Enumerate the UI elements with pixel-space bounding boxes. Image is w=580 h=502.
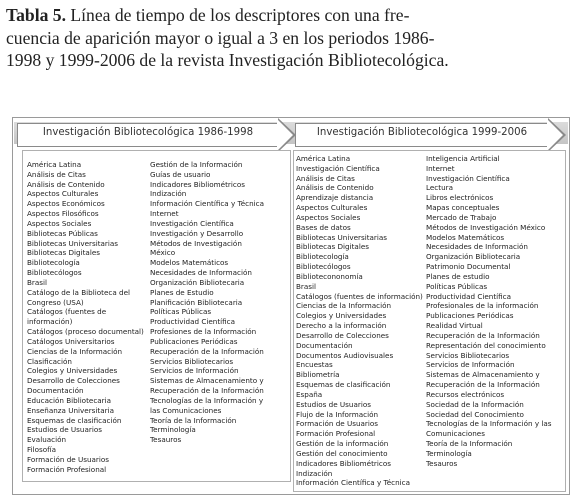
- descriptor-item: Indicadores Bibliométricos: [150, 179, 245, 189]
- descriptor-item: Brasil: [296, 281, 317, 291]
- descriptor-item: Catálogos (fuentes de información): [296, 291, 423, 301]
- descriptor-item: Investigación Científica: [426, 173, 510, 183]
- descriptor-item: América Latina: [296, 154, 351, 163]
- descriptor-item: España: [296, 389, 323, 399]
- caption-line-3: 1998 y 1999-2006 de la revista Investigación Bibliotecológica.: [6, 50, 449, 70]
- descriptor-item: Representación del conocimiento: [426, 340, 546, 350]
- descriptor-item: Publicaciones Periódicas: [150, 336, 238, 346]
- descriptor-item: Bibliometría: [296, 370, 340, 380]
- descriptor-item: Colegios y Universidades: [27, 366, 118, 376]
- descriptor-item: Bibliotecólogos: [296, 262, 351, 272]
- descriptor-item: Realidad Virtual: [426, 321, 483, 331]
- descriptor-item: América Latina: [27, 160, 82, 169]
- descriptor-item: Documentación: [27, 386, 84, 396]
- descriptor-item: Investigación Científica: [296, 163, 380, 173]
- descriptor-item: Sistemas de Almacenamiento y: [150, 376, 264, 386]
- descriptor-item: Recuperación de la Información: [150, 346, 264, 356]
- descriptor-item: Gestión del conocimiento: [296, 448, 388, 458]
- descriptor-item: Desarrollo de Colecciones: [296, 330, 389, 340]
- period-1-column-2: [150, 160, 264, 445]
- descriptor-item: Sociedad de la Información: [426, 399, 524, 409]
- descriptor-item: Tesauros: [150, 435, 182, 445]
- descriptor-item: Catálogos Universitarios: [27, 336, 115, 346]
- descriptor-item: Aspectos Culturales: [27, 189, 99, 199]
- descriptor-item: Publicaciones Periódicas: [426, 311, 514, 321]
- descriptor-item: Información Científica y Técnica: [150, 199, 264, 209]
- descriptor-item: Bibliotecas Digitales: [296, 242, 369, 252]
- descriptor-item: Indización: [150, 189, 187, 199]
- descriptor-item: Formación de Usuarios: [27, 454, 110, 464]
- descriptor-item: Enseñanza Universitaria: [27, 405, 115, 415]
- descriptor-item: Investigación y Desarrollo: [150, 228, 244, 238]
- descriptor-item: Brasil: [27, 277, 48, 287]
- descriptor-item: Servicios de Información: [150, 366, 239, 376]
- descriptor-item: Catálogo de la Biblioteca del: [27, 287, 130, 297]
- period-1-title: Investigación Bibliotecológica 1986-1998: [42, 127, 254, 138]
- period-1-column-1: [27, 160, 144, 475]
- descriptor-item: Necesidades de Información: [150, 268, 252, 278]
- descriptor-item: Aprendizaje distancia: [296, 193, 374, 203]
- descriptor-item: Estudios de Usuarios: [296, 399, 371, 409]
- descriptor-item: Bibliotecología: [296, 252, 349, 262]
- descriptor-item: Indización: [296, 468, 333, 478]
- caption-line-1: [6, 4, 574, 27]
- descriptor-item: Terminología: [426, 448, 472, 458]
- descriptor-item: Información Científica y Técnica: [296, 478, 410, 488]
- descriptor-item: Internet: [150, 209, 179, 219]
- descriptor-item: Bibliotecología: [27, 258, 80, 268]
- descriptor-item: Servicios Bibliotecarios: [150, 356, 234, 366]
- descriptor-item: Organización Bibliotecaria: [150, 277, 245, 287]
- descriptor-item: Comunicaciones: [426, 429, 485, 439]
- descriptor-item: Clasificación: [27, 356, 72, 366]
- descriptor-item: Aspectos Filosóficos: [27, 209, 99, 219]
- descriptor-item: Políticas Públicas: [150, 307, 212, 317]
- caption-text-1: Línea de tiempo de los descriptores con una fre-: [70, 5, 410, 25]
- descriptor-item: Aspectos Culturales: [296, 203, 368, 213]
- descriptor-item: Patrimonio Documental: [426, 262, 511, 272]
- descriptor-item: Teoría de la Información: [426, 439, 513, 449]
- descriptor-item: Bibliotecas Públicas: [27, 228, 98, 238]
- descriptor-item: Tecnologías de la Información y: [150, 395, 264, 405]
- descriptor-item: Tecnologías de la Información y las: [426, 419, 552, 429]
- descriptor-item: Documentos Audiovisuales: [296, 350, 394, 360]
- descriptor-item: Aspectos Sociales: [296, 212, 361, 222]
- descriptor-item: Flujo de la Información: [296, 409, 379, 419]
- descriptor-item: Mapas conceptuales: [426, 203, 500, 213]
- descriptor-item: Congreso (USA): [27, 297, 84, 307]
- descriptor-item: Aspectos Económicos: [27, 199, 105, 209]
- descriptor-item: Recursos electrónicos: [426, 389, 505, 399]
- descriptor-item: Análisis de Contenido: [27, 179, 105, 189]
- descriptor-item: Encuestas: [296, 360, 333, 370]
- period-2-column-1: [296, 154, 423, 488]
- descriptor-item: Ciencias de la Información: [296, 301, 392, 311]
- period-2-column-2: [426, 154, 552, 469]
- descriptor-item: Inteligencia Artificial: [426, 154, 500, 163]
- descriptor-item: Gestión de la Información: [150, 160, 243, 169]
- descriptor-item: Tesauros: [426, 458, 458, 468]
- descriptor-item: Recuperación de la Información: [150, 386, 264, 396]
- descriptor-item: Recuperación de la Información: [426, 330, 540, 340]
- descriptor-item: Profesionales de la información: [426, 301, 539, 311]
- descriptor-item: Indicadores Bibliométricos: [296, 458, 391, 468]
- descriptor-item: Guías de usuario: [150, 169, 211, 179]
- descriptor-item: Sociedad del Conocimiento: [426, 409, 524, 419]
- descriptor-item: Colegios y Universidades: [296, 311, 387, 321]
- descriptor-item: Evaluación: [27, 435, 67, 445]
- descriptor-item: Catálogos (fuentes de: [27, 307, 107, 317]
- descriptor-item: Teoría de la Información: [150, 415, 237, 425]
- descriptor-item: Productividad Científica: [426, 291, 512, 301]
- descriptor-item: Esquemas de clasificación: [296, 380, 391, 390]
- descriptor-item: Modelos Matemáticos: [150, 258, 229, 268]
- descriptor-item: Estudios de Usuarios: [27, 425, 102, 435]
- descriptor-item: Bibliotecononomía: [296, 271, 363, 281]
- descriptor-item: Ciencias de la Información: [27, 346, 123, 356]
- descriptor-item: Sistemas de Almacenamiento y: [426, 370, 540, 380]
- descriptor-item: Bibliotecólogos: [27, 268, 82, 278]
- descriptor-item: Profesiones de la Información: [150, 327, 257, 337]
- descriptor-item: Productividad Científica: [150, 317, 236, 327]
- descriptor-item: México: [150, 248, 176, 258]
- descriptor-item: Planes de estudio: [426, 271, 490, 281]
- descriptor-item: Planificación Bibliotecaria: [150, 297, 243, 307]
- period-1-arrow: [17, 118, 295, 152]
- descriptor-item: Servicios Bibliotecarios: [426, 350, 510, 360]
- descriptor-item: Análisis de Contenido: [296, 183, 374, 193]
- descriptor-item: Necesidades de Información: [426, 242, 528, 252]
- descriptor-item: Educación Bibliotecaria: [27, 395, 112, 405]
- period-2-arrow: [295, 118, 567, 152]
- descriptor-item: Filosofía: [27, 445, 57, 455]
- descriptor-item: Servicios de Información: [426, 360, 515, 370]
- descriptor-item: Aspectos Sociales: [27, 218, 92, 228]
- descriptor-item: Políticas Públicas: [426, 281, 488, 291]
- descriptor-item: Gestión de la información: [296, 439, 389, 449]
- descriptor-item: Libros electrónicos: [426, 193, 494, 203]
- table-caption: [6, 4, 574, 72]
- descriptor-item: Bases de datos: [296, 222, 351, 232]
- descriptor-item: información): [27, 317, 73, 327]
- descriptor-item: Formación Profesional: [296, 429, 376, 439]
- descriptor-item: Terminología: [150, 425, 196, 435]
- descriptor-item: Desarrollo de Colecciones: [27, 376, 120, 386]
- descriptor-item: Lectura: [426, 183, 453, 193]
- descriptor-item: Análisis de Citas: [296, 173, 355, 183]
- descriptor-item: Internet: [426, 163, 455, 173]
- descriptor-item: las Comunicaciones: [150, 405, 222, 415]
- descriptor-item: Documentación: [296, 340, 353, 350]
- period-2-title: Investigación Bibliotecológica 1999-2006: [316, 127, 528, 138]
- descriptor-item: Bibliotecas Digitales: [27, 248, 100, 258]
- descriptor-item: Análisis de Citas: [27, 169, 86, 179]
- descriptor-item: Formación de Usuarios: [296, 419, 379, 429]
- caption-line-2: cuencia de aparición mayor o igual a 3 en los periodos 1986-: [6, 27, 435, 48]
- descriptor-item: Planes de Estudio: [150, 287, 214, 297]
- descriptor-item: Esquemas de clasificación: [27, 415, 122, 425]
- descriptor-item: Investigación Científica: [150, 218, 234, 228]
- descriptor-item: Catálogos (proceso documental): [27, 327, 144, 337]
- descriptor-item: Mercado de Trabajo: [426, 212, 497, 222]
- timeline-panel: [12, 117, 570, 495]
- descriptor-item: Organización Bibliotecaria: [426, 252, 521, 262]
- descriptor-item: Bibliotecas Universitarias: [296, 232, 388, 242]
- descriptor-item: Modelos Matemáticos: [426, 232, 505, 242]
- descriptor-item: Métodos de Investigación: [150, 238, 242, 248]
- descriptor-item: Bibliotecas Universitarias: [27, 238, 119, 248]
- descriptor-item: Derecho a la información: [296, 321, 387, 331]
- descriptor-item: Métodos de Investigación México: [426, 222, 546, 232]
- descriptor-item: Formación Profesional: [27, 464, 107, 474]
- caption-label: Tabla 5.: [6, 5, 66, 25]
- descriptor-item: Recuperación de la Información: [426, 380, 540, 390]
